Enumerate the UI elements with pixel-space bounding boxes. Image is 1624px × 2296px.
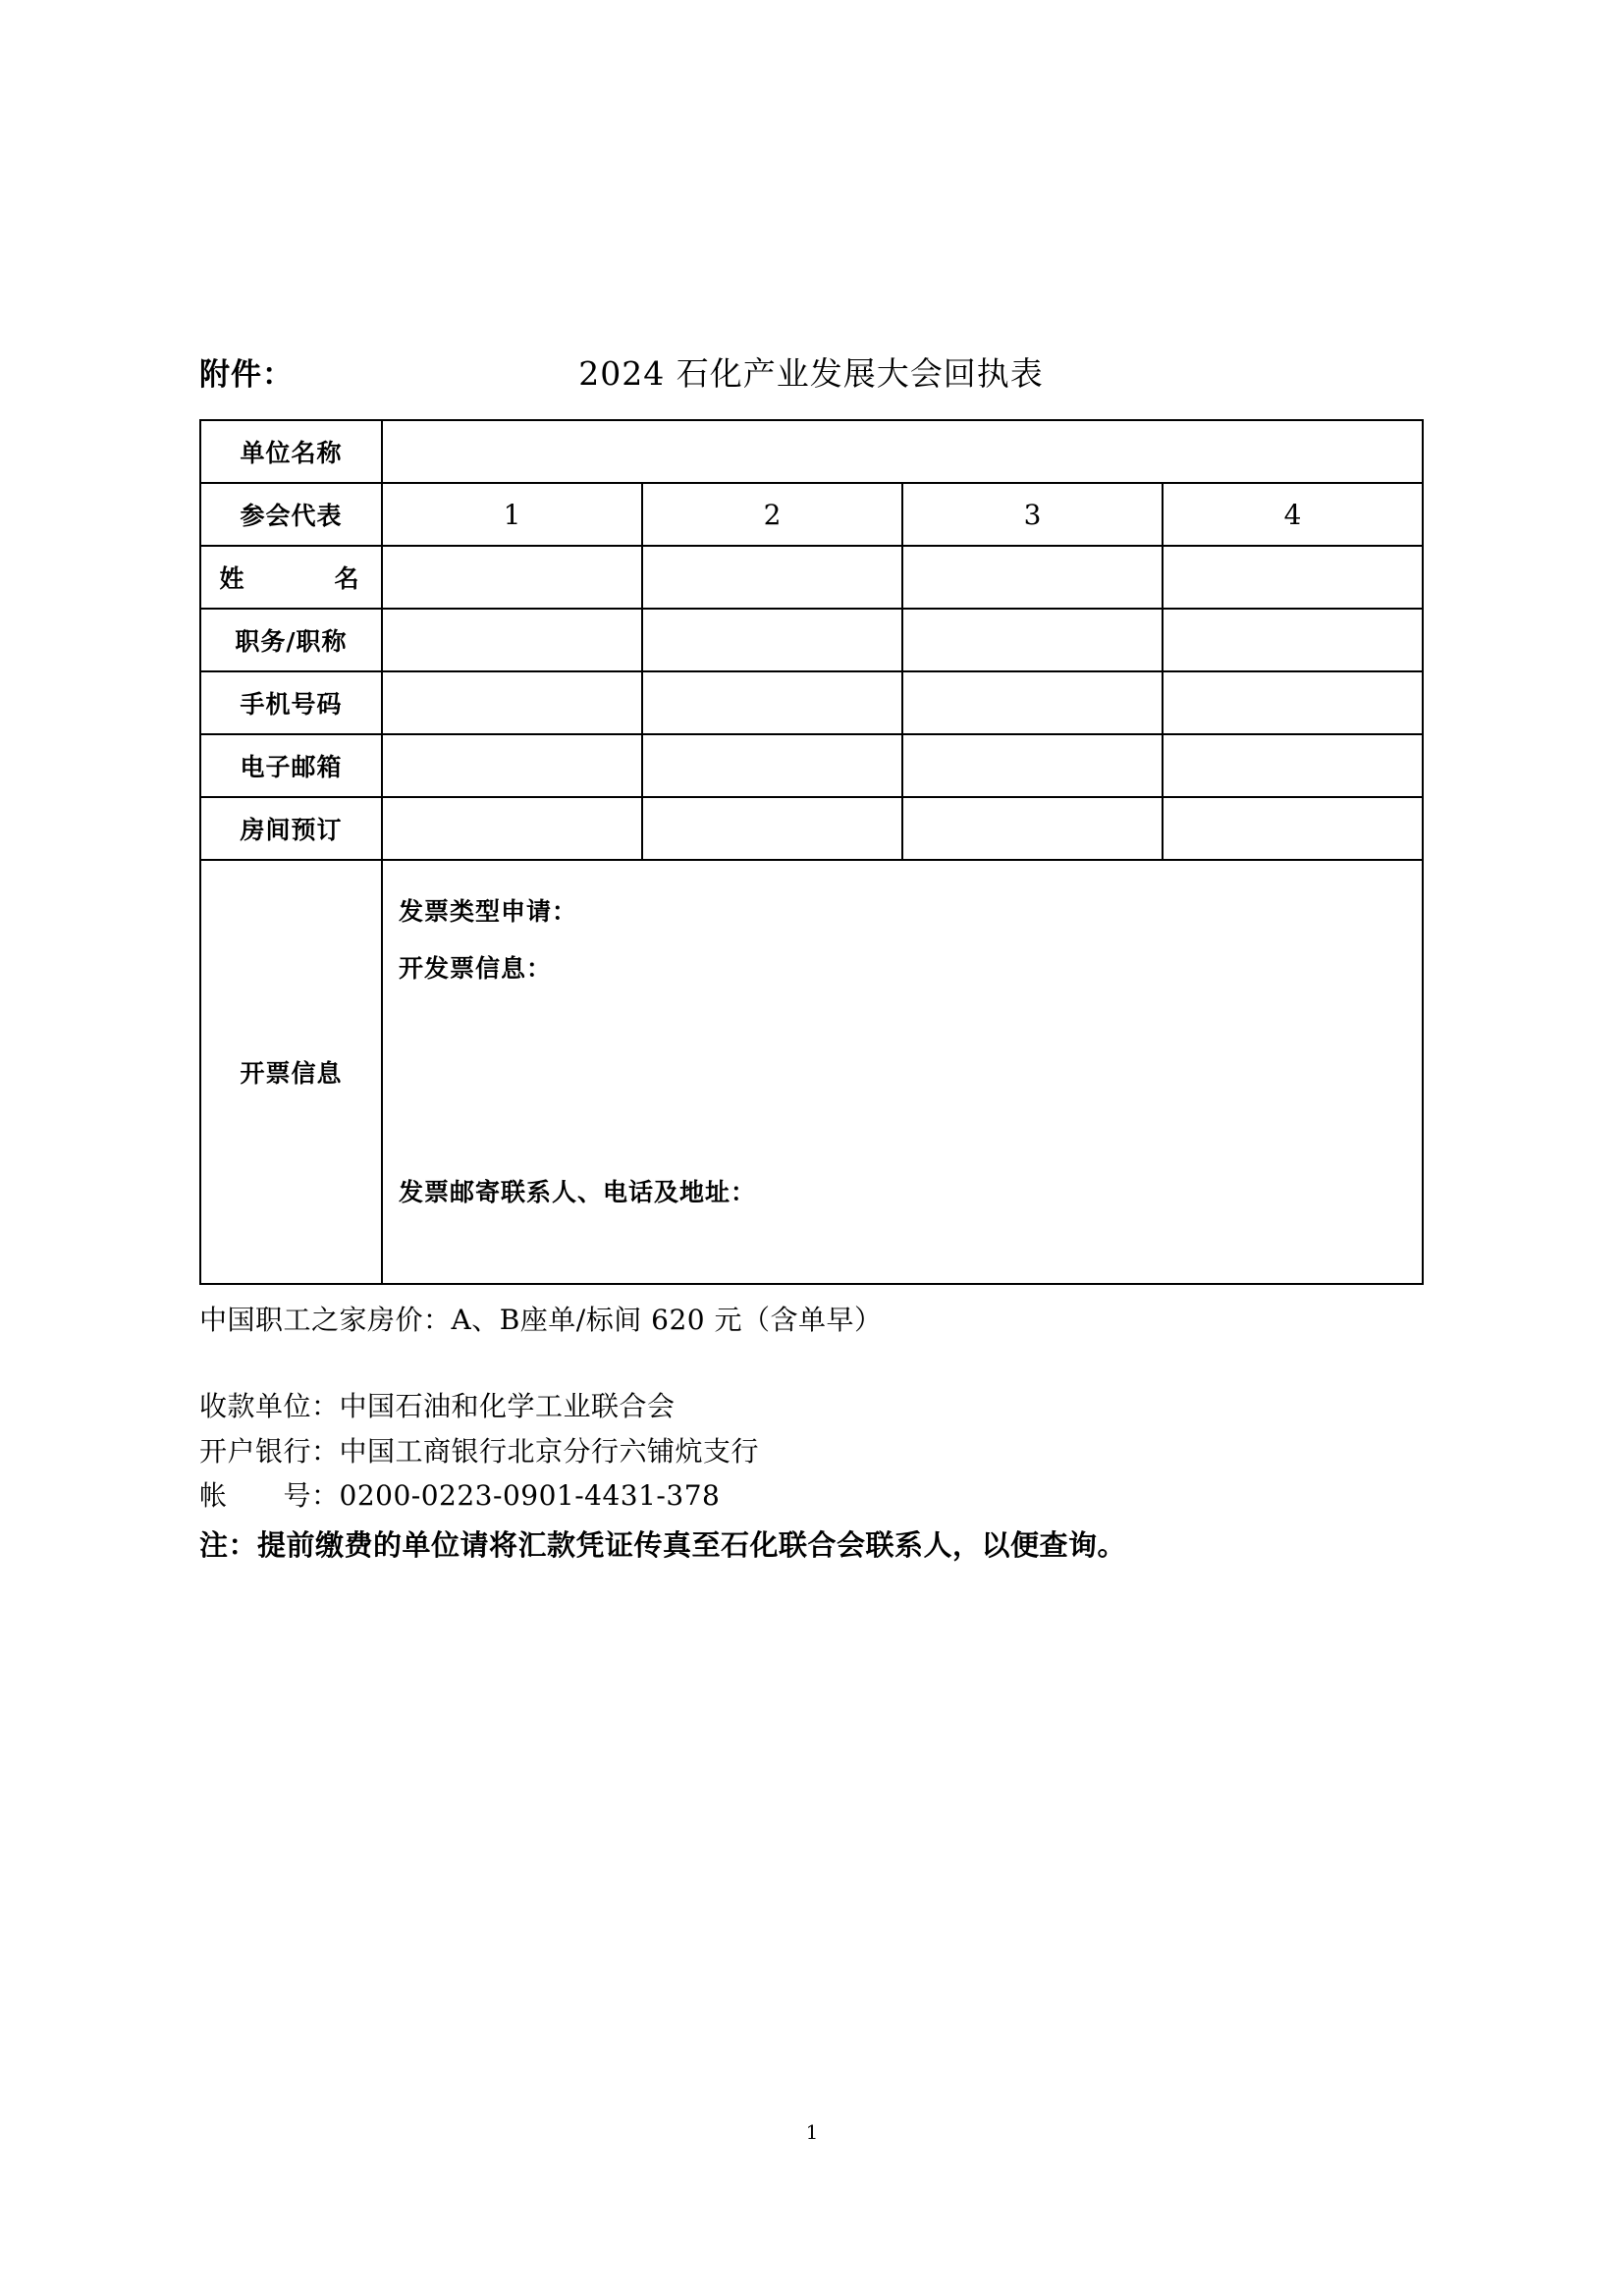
field-mobile-3[interactable]	[902, 671, 1163, 734]
account-label: 帐 号：	[199, 1479, 340, 1513]
field-room-4[interactable]	[1163, 797, 1423, 860]
row-label-delegates: 参会代表	[200, 483, 382, 546]
field-mobile-1[interactable]	[382, 671, 642, 734]
row-label-position: 职务/职称	[200, 609, 382, 671]
field-company-name[interactable]	[382, 420, 1423, 483]
account-value: 0200-0223-0901-4431-378	[339, 1479, 721, 1513]
table-row-invoice	[200, 860, 1423, 1284]
delegate-index-1: 1	[382, 483, 642, 546]
delegate-index-2: 2	[642, 483, 902, 546]
field-room-2[interactable]	[642, 797, 902, 860]
table-row	[200, 734, 1423, 797]
field-position-3[interactable]	[902, 609, 1163, 671]
invoice-details-label: 开发票信息：	[399, 954, 553, 983]
field-name-2[interactable]	[642, 546, 902, 609]
field-email-2[interactable]	[642, 734, 902, 797]
row-label-company: 单位名称	[200, 420, 382, 483]
bank-label: 开户银行：	[199, 1434, 340, 1468]
title-row	[199, 348, 1427, 407]
row-label-room: 房间预订	[200, 797, 382, 860]
payee-value: 中国石油和化学工业联合会	[339, 1390, 676, 1423]
field-mobile-2[interactable]	[642, 671, 902, 734]
payment-warning: 注：提前缴费的单位请将汇款凭证传真至石化联合会联系人，以便查询。	[199, 1528, 1127, 1563]
account-line	[199, 1473, 1427, 1518]
invoice-mailing-label: 发票邮寄联系人、电话及地址：	[399, 1178, 757, 1206]
row-label-email: 电子邮箱	[200, 734, 382, 797]
row-label-name-text: 姓 名	[219, 564, 373, 593]
page-number: 1	[805, 2120, 819, 2144]
invoice-type-label: 发票类型申请：	[399, 897, 578, 926]
field-position-4[interactable]	[1163, 609, 1423, 671]
document-body	[199, 348, 1427, 1564]
spacer	[199, 1341, 1427, 1384]
field-email-4[interactable]	[1163, 734, 1423, 797]
field-position-2[interactable]	[642, 609, 902, 671]
bank-line	[199, 1429, 1427, 1473]
field-position-1[interactable]	[382, 609, 642, 671]
field-name-3[interactable]	[902, 546, 1163, 609]
table-row	[200, 671, 1423, 734]
table-row	[200, 483, 1423, 546]
field-email-3[interactable]	[902, 734, 1163, 797]
delegate-index-3: 3	[902, 483, 1163, 546]
field-room-3[interactable]	[902, 797, 1163, 860]
table-row	[200, 546, 1423, 609]
page-title: 2024 石化产业发展大会回执表	[578, 354, 1044, 393]
bank-value: 中国工商银行北京分行六铺炕支行	[339, 1434, 760, 1468]
row-label-invoice: 开票信息	[200, 860, 382, 1284]
attachment-label: 附件：	[199, 357, 294, 393]
field-room-1[interactable]	[382, 797, 642, 860]
invoice-information-area[interactable]	[382, 860, 1423, 1284]
field-mobile-4[interactable]	[1163, 671, 1423, 734]
registration-form-table	[199, 419, 1424, 1285]
field-name-1[interactable]	[382, 546, 642, 609]
row-label-name	[200, 546, 382, 609]
table-row	[200, 797, 1423, 860]
room-price-note: 中国职工之家房价：A、B座单/标间 620 元（含单早）	[199, 1304, 883, 1336]
row-label-mobile: 手机号码	[200, 671, 382, 734]
field-name-4[interactable]	[1163, 546, 1423, 609]
table-row	[200, 420, 1423, 483]
payee-line	[199, 1384, 1427, 1428]
field-email-1[interactable]	[382, 734, 642, 797]
payee-label: 收款单位：	[199, 1390, 340, 1423]
delegate-index-4: 4	[1163, 483, 1423, 546]
table-row	[200, 609, 1423, 671]
